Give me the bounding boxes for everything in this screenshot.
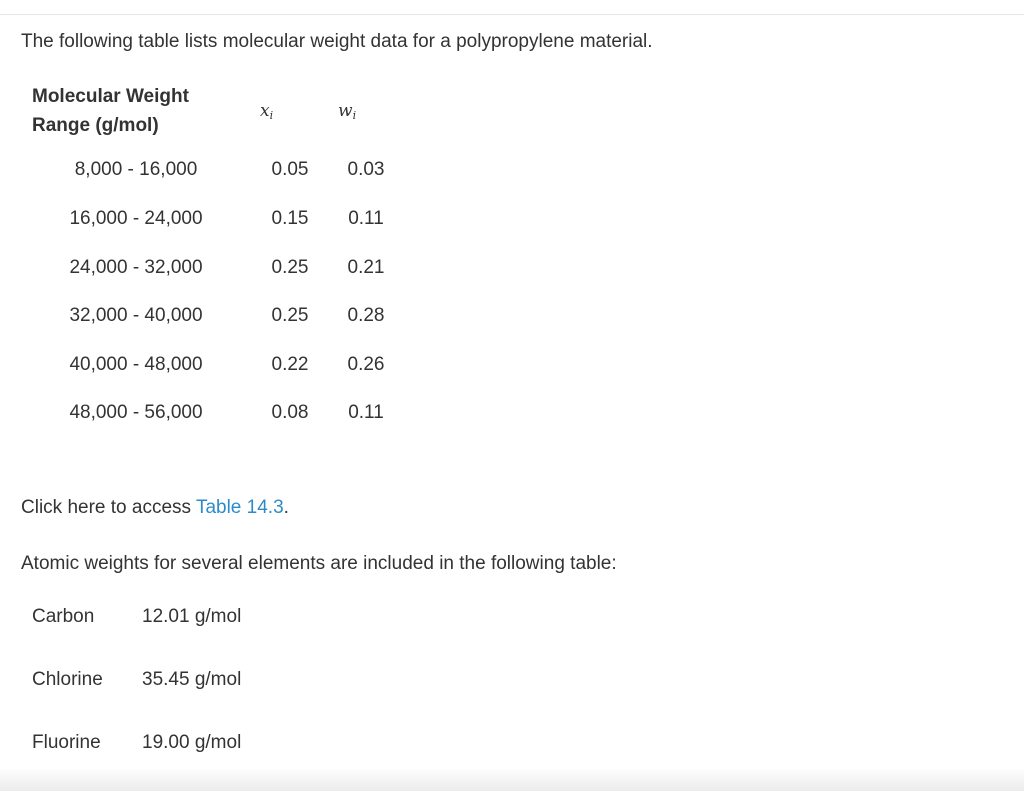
header-molecular-weight-range: Molecular Weight Range (g/mol) — [32, 86, 189, 136]
element-weight: 19.00 g/mol — [142, 732, 242, 753]
atomic-weights-intro: Atomic weights for several elements are included in the following table: — [21, 553, 617, 574]
clipped-previous-text — [120, 0, 250, 3]
header-w-i — [338, 100, 356, 127]
element-weight: 12.01 g/mol — [142, 606, 242, 627]
w-cell: 0.03 — [347, 159, 385, 180]
x-cell: 0.05 — [271, 159, 309, 180]
range-cell: 48,000 - 56,000 — [69, 402, 203, 423]
range-cell: 32,000 - 40,000 — [69, 305, 203, 326]
x-cell: 0.15 — [271, 208, 309, 229]
w-cell: 0.28 — [347, 305, 385, 326]
header-w-symbol: w — [338, 101, 353, 121]
w-cell: 0.11 — [348, 402, 384, 423]
header-x-symbol: x — [260, 101, 270, 121]
w-cell: 0.11 — [348, 208, 384, 229]
header-x-i — [260, 100, 273, 127]
table-14-3-link[interactable]: Table 14.3 — [195, 497, 284, 518]
w-cell: 0.21 — [347, 257, 385, 278]
range-cell: 40,000 - 48,000 — [69, 354, 203, 375]
bottom-fade — [0, 767, 1024, 791]
x-cell: 0.25 — [271, 257, 309, 278]
range-cell: 24,000 - 32,000 — [69, 257, 203, 278]
x-cell: 0.08 — [271, 402, 309, 423]
range-cell: 8,000 - 16,000 — [74, 159, 198, 180]
range-cell: 16,000 - 24,000 — [69, 208, 203, 229]
element-name: Carbon — [32, 606, 95, 627]
w-cell: 0.26 — [347, 354, 385, 375]
access-prefix: Click here to access — [21, 497, 196, 518]
header-w-subscript: i — [352, 109, 357, 122]
header-x-subscript: i — [269, 109, 274, 122]
intro-text: The following table lists molecular weight data for a polypropylene material. — [21, 31, 653, 52]
divider — [0, 14, 1024, 15]
x-cell: 0.25 — [271, 305, 309, 326]
element-name: Chlorine — [32, 669, 103, 690]
access-suffix: . — [283, 497, 289, 518]
element-weight: 35.45 g/mol — [142, 669, 242, 690]
x-cell: 0.22 — [271, 354, 309, 375]
access-table-line — [21, 496, 289, 520]
element-name: Fluorine — [32, 732, 101, 753]
